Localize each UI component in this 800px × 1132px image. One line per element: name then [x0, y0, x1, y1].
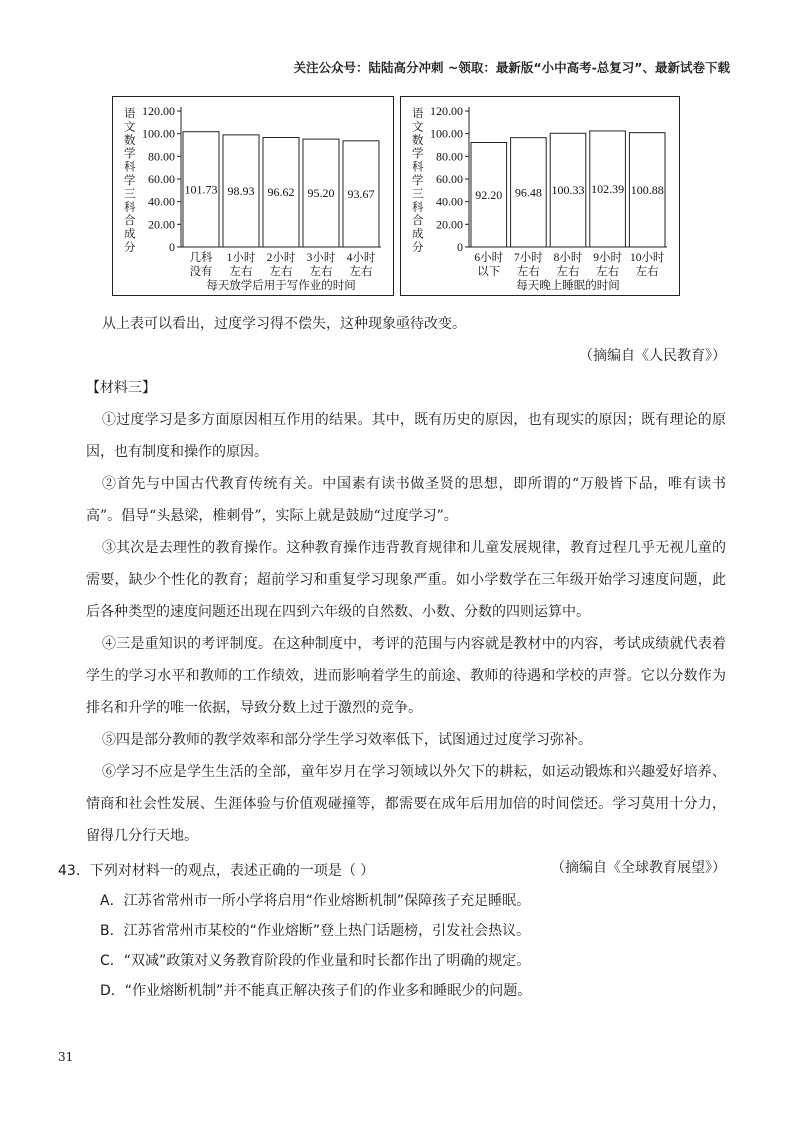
- x-tick-label: 1小时: [226, 252, 256, 264]
- material3-paragraph: ④三是重知识的考评制度。在这种制度中，考评的范围与内容就是教材中的内容，考试成绩就代表着学生的学习水平和教师的工作绩效，进而影响着学生的前途、教师的待遇和学校的声誉。它以分数作为排名和升学的唯一依据，导致分数上过于激烈的竞争。: [86, 636, 726, 716]
- option-b: B．江苏省常州市某校的“作业熔断”登上热门话题榜，引发社会热议。: [100, 923, 531, 939]
- bar-value-label: 98.93: [227, 183, 255, 198]
- y-axis-label-char: 学: [412, 175, 424, 187]
- bar-value-label: 95.20: [307, 186, 335, 201]
- x-tick-label: 以下: [477, 266, 501, 278]
- x-tick-label: 4小时: [346, 252, 376, 264]
- x-tick-label: 左右: [229, 266, 253, 278]
- bar-value-label: 100.33: [551, 183, 585, 198]
- x-tick-label: 6小时: [474, 252, 504, 264]
- bar-value-label: 96.62: [267, 185, 295, 200]
- x-tick-label: 7小时: [514, 252, 543, 264]
- option-a: A．江苏省常州市一所小学将启用“作业熔断机制”保障孩子充足睡眠。: [100, 893, 531, 909]
- y-axis-label: [412, 106, 424, 254]
- bar-value-label: 92.20: [475, 187, 503, 202]
- x-axis-label: 每天晚上睡眠的时间: [516, 280, 620, 292]
- y-axis-label-char: 语: [412, 108, 424, 120]
- material2-conclusion: 从上表可以看出，过度学习得不偿失，这种现象亟待改变。: [102, 316, 466, 332]
- material3-source: （摘编自《全球教育展望》）: [551, 860, 726, 876]
- y-axis-label-char: 三: [124, 188, 136, 201]
- bar-value-label: 102.39: [591, 181, 625, 196]
- y-tick-label: 120.00: [430, 104, 463, 118]
- y-axis-label-char: 学: [124, 148, 136, 161]
- x-tick-label: 左右: [556, 266, 580, 278]
- y-tick-label: 0: [169, 240, 175, 254]
- y-axis-label-char: 科: [412, 201, 424, 214]
- material2-source: （摘编自《人民教育》）: [579, 348, 726, 364]
- y-axis-label-char: 合: [412, 215, 424, 228]
- homework-time-chart: [112, 96, 394, 296]
- y-axis-label-char: 科: [124, 161, 136, 174]
- x-tick-label: 没有: [189, 266, 213, 278]
- x-axis-label: 每天放学后用于写作业的时间: [206, 280, 356, 292]
- bar-value-label: 101.73: [184, 182, 218, 197]
- material3-paragraph: ②首先与中国古代教育传统有关。中国素有读书做圣贤的思想，即所谓的“万般皆下品，唯有读书高”。倡导“头悬梁，椎刺骨”，实际上就是鼓励“过度学习”。: [86, 476, 726, 524]
- question-stem: 43．下列对材料一的观点，表述正确的一项是（ ）: [58, 863, 375, 879]
- y-axis-label-char: 科: [412, 161, 424, 174]
- y-axis-label-char: 分: [412, 242, 424, 254]
- y-axis-label-char: 科: [124, 201, 136, 214]
- bar-value-label: 93.67: [347, 186, 375, 201]
- material3-paragraph: ①过度学习是多方面原因相互作用的结果。其中，既有历史的原因，也有现实的原因；既有理论的原因，也有制度和操作的原因。: [86, 412, 726, 460]
- material3-heading: 【材料三】: [86, 380, 156, 396]
- homework-time-chart-svg: [113, 97, 393, 295]
- x-tick-label: 左右: [516, 266, 540, 278]
- reading-materials: [86, 308, 726, 884]
- y-axis-label-char: 语: [124, 108, 136, 120]
- y-tick-label: 80.00: [148, 149, 175, 164]
- y-axis-label-char: 数: [412, 134, 424, 147]
- y-axis-label-char: 成: [412, 228, 424, 241]
- y-tick-label: 120.00: [142, 104, 175, 118]
- sleep-time-chart-svg: [401, 97, 679, 295]
- y-tick-label: 60.00: [148, 172, 175, 186]
- bar-value-label: 100.88: [630, 182, 664, 197]
- x-tick-label: 10小时: [629, 252, 665, 264]
- y-axis-label-char: 成: [124, 228, 136, 241]
- y-tick-label: 100.00: [142, 126, 175, 141]
- x-tick-label: 几科: [189, 252, 213, 264]
- sleep-time-chart: [400, 96, 680, 296]
- y-tick-label: 0: [457, 240, 463, 254]
- question-43: [58, 856, 738, 1006]
- y-axis-label-char: 数: [124, 134, 136, 147]
- material3-paragraph: ⑥学习不应是学生生活的全部，童年岁月在学习领域以外欠下的耕耘，如运动锻炼和兴趣爱好培养、情商和社会性发展、生涯体验与价值观碰撞等，都需要在成年后用加倍的时间偿还。学习莫用十分力，留得几分行天地。: [86, 764, 726, 844]
- y-axis-label: [124, 106, 136, 254]
- x-tick-label: 左右: [269, 266, 293, 278]
- y-axis-label-char: 三: [412, 188, 424, 201]
- x-tick-label: 2小时: [266, 252, 296, 264]
- x-tick-label: 8小时: [553, 252, 583, 264]
- y-tick-label: 100.00: [430, 126, 463, 141]
- option-c: C．“双减”政策对义务教育阶段的作业量和时长都作出了明确的规定。: [100, 953, 531, 969]
- y-tick-label: 40.00: [148, 194, 175, 209]
- option-d: D．“作业熔断机制”并不能真正解决孩子们的作业多和睡眠少的问题。: [100, 983, 532, 999]
- y-axis-label-char: 学: [124, 175, 136, 187]
- x-tick-label: 左右: [349, 266, 373, 278]
- x-tick-label: 左右: [596, 266, 620, 278]
- y-tick-label: 20.00: [148, 217, 175, 232]
- material3-paragraph: ③其次是去理性的教育操作。这种教育操作违背教育规律和儿童发展规律，教育过程几乎无视儿童的需要，缺少个性化的教育；超前学习和重复学习现象严重。如小学数学在三年级开始学习速度问题，此后各种类型的速度问题还出现在四到六年级的自然数、小数、分数的四则运算中。: [86, 540, 726, 620]
- material3-paragraph: ⑤四是部分教师的教学效率和部分学生学习效率低下，试图通过过度学习弥补。: [102, 732, 592, 748]
- x-tick-label: 左右: [309, 266, 333, 278]
- y-axis-label-char: 分: [124, 242, 136, 254]
- x-tick-label: 3小时: [306, 252, 336, 264]
- x-tick-label: 左右: [635, 266, 659, 278]
- x-tick-label: 9小时: [593, 252, 622, 264]
- y-axis-label-char: 文: [412, 121, 424, 134]
- page-number: 31: [58, 1050, 74, 1064]
- y-tick-label: 80.00: [436, 149, 463, 164]
- y-axis-label-char: 合: [124, 215, 136, 228]
- bar-value-label: 96.48: [514, 185, 542, 200]
- y-axis-label-char: 学: [412, 148, 424, 161]
- y-axis-label-char: 文: [124, 121, 136, 134]
- y-tick-label: 60.00: [436, 172, 463, 186]
- y-tick-label: 40.00: [436, 194, 463, 209]
- page-header: 关注公众号：陆陆高分冲刺 ~领取：最新版“小中高考-总复习”、最新试卷下载: [293, 60, 730, 75]
- y-tick-label: 20.00: [436, 217, 463, 232]
